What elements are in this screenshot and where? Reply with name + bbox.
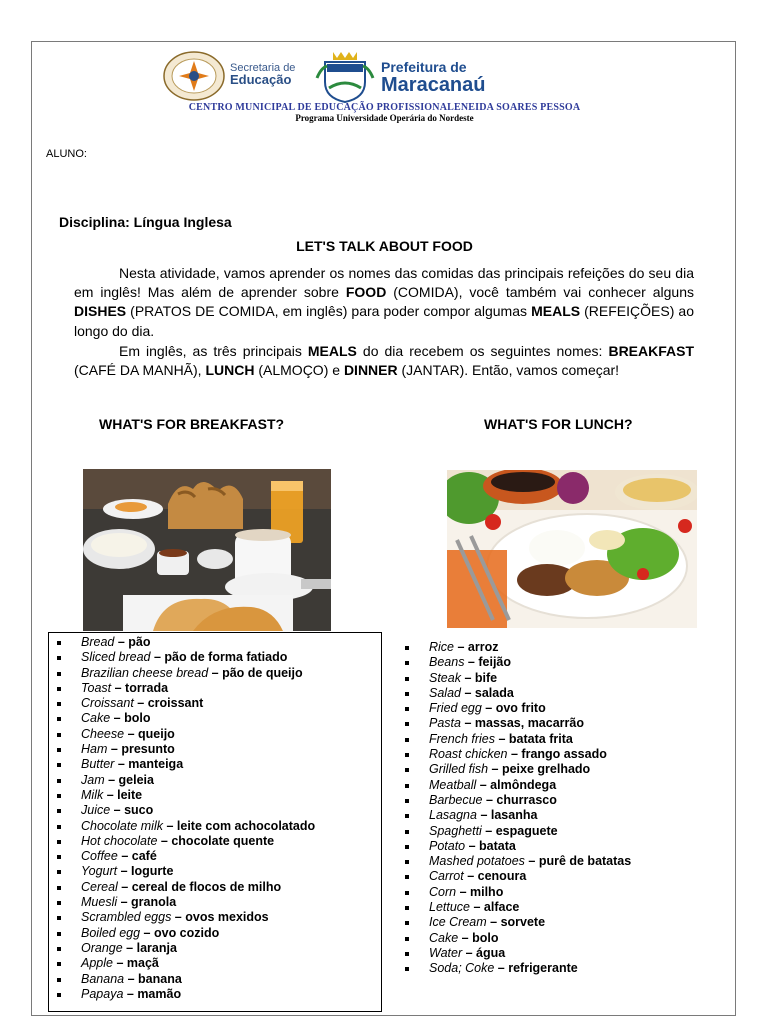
term-separator: –	[208, 665, 223, 680]
portuguese-translation: leite com achocolatado	[176, 818, 316, 833]
portuguese-translation: bife	[474, 670, 498, 685]
portuguese-translation: pão de queijo	[222, 665, 303, 680]
list-item-text	[81, 711, 150, 726]
text-run: Em inglês, as três principais	[119, 343, 308, 359]
list-item-text	[81, 666, 303, 681]
term-separator: –	[460, 685, 475, 700]
english-term: Ice Cream	[429, 915, 487, 930]
bullet-icon	[57, 779, 61, 783]
english-term: Croissant	[81, 696, 134, 711]
term-separator: –	[122, 940, 137, 955]
portuguese-translation: laranja	[136, 940, 177, 955]
bullet-icon	[405, 799, 409, 803]
portuguese-translation: geleia	[118, 772, 154, 787]
list-item-text	[429, 915, 545, 930]
portuguese-translation: batata	[479, 838, 516, 853]
bullet-icon	[57, 656, 61, 660]
portuguese-translation: lasanha	[490, 808, 538, 823]
header-logos	[163, 48, 543, 104]
breakfast-list-box	[48, 632, 382, 1012]
english-term: Butter	[81, 757, 115, 772]
term-separator: –	[507, 747, 522, 762]
list-item-text	[81, 987, 181, 1002]
term-separator: –	[124, 971, 139, 986]
term-separator: –	[458, 930, 473, 945]
english-term: Muesli	[81, 895, 118, 910]
text-run: MEALS	[531, 303, 581, 320]
english-term: Lettuce	[429, 900, 471, 915]
program-name: Programa Universidade Operária do Nordeste	[295, 113, 474, 123]
term-separator: –	[117, 879, 132, 894]
english-term: Fried egg	[429, 701, 482, 716]
list-item-text	[429, 701, 546, 716]
portuguese-translation: suco	[124, 803, 154, 818]
english-term: Sliced bread	[81, 650, 151, 665]
term-separator: –	[107, 742, 122, 757]
term-separator: –	[103, 787, 118, 802]
english-term: Yogurt	[81, 864, 118, 879]
bullet-icon	[57, 809, 61, 813]
list-item-text	[81, 880, 281, 895]
english-term: Banana	[81, 971, 125, 986]
english-term: French fries	[429, 731, 495, 746]
english-term: Carrot	[429, 869, 464, 884]
bullet-icon	[57, 947, 61, 951]
lunch-photo	[447, 470, 697, 628]
intro-paragraph-1	[74, 264, 694, 341]
bullet-icon	[57, 717, 61, 721]
bullet-icon	[57, 932, 61, 936]
list-item-text	[81, 727, 175, 742]
list-item-text	[429, 885, 503, 900]
bullet-icon	[57, 886, 61, 890]
english-term: Boiled egg	[81, 925, 141, 940]
term-separator: –	[112, 956, 127, 971]
discipline-label: Disciplina: Língua Inglesa	[59, 214, 232, 230]
portuguese-translation: leite	[117, 787, 143, 802]
list-item-text	[81, 941, 177, 956]
bullet-icon	[405, 921, 409, 925]
list-item-text	[81, 972, 182, 987]
term-separator: –	[524, 854, 539, 869]
portuguese-translation: massas, macarrão	[474, 716, 584, 731]
list-item-text	[81, 742, 175, 757]
bullet-icon	[57, 870, 61, 874]
lunch-heading: WHAT'S FOR LUNCH?	[484, 416, 633, 432]
portuguese-translation: purê de batatas	[538, 854, 632, 869]
english-term: Chocolate milk	[81, 818, 163, 833]
bullet-icon	[57, 825, 61, 829]
list-item-text	[81, 773, 154, 788]
english-term: Cheese	[81, 726, 125, 741]
english-term: Roast chicken	[429, 747, 508, 762]
bullet-icon	[405, 784, 409, 788]
bullet-icon	[405, 677, 409, 681]
secretaria-label	[230, 62, 295, 86]
english-term: Pasta	[429, 716, 461, 731]
english-term: Rice	[429, 640, 455, 654]
list-item-text	[429, 793, 557, 808]
list-item-text	[81, 819, 315, 834]
list-item-text	[81, 910, 269, 925]
breakfast-heading: WHAT'S FOR BREAKFAST?	[99, 416, 285, 432]
text-run: (CAFÉ DA MANHÃ),	[74, 362, 206, 379]
student-label: ALUNO:	[46, 148, 87, 160]
portuguese-translation: cenoura	[477, 869, 527, 884]
term-separator: –	[463, 869, 478, 884]
english-term: Lasagna	[429, 808, 477, 823]
list-item-text	[429, 808, 537, 823]
term-separator: –	[124, 726, 138, 741]
bullet-icon	[57, 748, 61, 752]
english-term: Bread	[81, 635, 115, 649]
institution-name: CENTRO MUNICIPAL DE EDUCAÇÃO PROFISSIONALENEIDA SOARES PESSOA	[188, 102, 581, 113]
prefeitura-label	[381, 60, 486, 95]
bullet-icon	[405, 845, 409, 849]
portuguese-translation: granola	[131, 895, 177, 910]
page-title: LET'S TALK ABOUT FOOD	[296, 238, 473, 254]
list-item-text	[429, 931, 498, 946]
bullet-icon	[405, 738, 409, 742]
prefeitura-line2: Maracanaú	[381, 74, 486, 96]
bullet-icon	[405, 707, 409, 711]
term-separator: –	[482, 792, 497, 807]
bullet-icon	[57, 687, 61, 691]
english-term: Mashed potatoes	[429, 854, 525, 869]
portuguese-translation: peixe grelhado	[501, 762, 591, 777]
list-item-text	[429, 900, 519, 915]
bullet-icon	[405, 830, 409, 834]
text-run: (PRATOS DE COMIDA, em inglês) para poder compor algumas	[126, 303, 532, 320]
breakfast-photo	[83, 469, 331, 631]
list-item-text	[429, 732, 573, 747]
worksheet-page	[31, 41, 736, 1016]
portuguese-translation: espaguete	[495, 823, 558, 838]
portuguese-translation: arroz	[467, 640, 499, 654]
list-item-text	[81, 635, 151, 650]
english-term: Beans	[429, 655, 465, 670]
term-separator: –	[110, 711, 125, 726]
bullet-icon	[405, 860, 409, 864]
term-separator: –	[494, 961, 509, 976]
portuguese-translation: presunto	[121, 742, 175, 757]
portuguese-translation: frango assado	[521, 747, 607, 762]
list-item-text	[81, 895, 176, 910]
bullet-icon	[57, 993, 61, 997]
portuguese-translation: refrigerante	[508, 961, 578, 976]
list-item-text	[429, 839, 516, 854]
term-separator: –	[476, 777, 491, 792]
english-term: Milk	[81, 787, 104, 802]
list-item-text	[81, 849, 157, 864]
term-separator: –	[486, 915, 501, 930]
list-item-text	[429, 686, 514, 701]
bullet-icon	[57, 840, 61, 844]
term-separator: –	[123, 986, 138, 1001]
english-term: Potato	[429, 838, 466, 853]
portuguese-translation: cereal de flocos de milho	[131, 879, 282, 894]
portuguese-translation: Iogurte	[131, 864, 174, 879]
intro-paragraph-2	[74, 342, 694, 380]
portuguese-translation: água	[476, 945, 506, 960]
text-run: FOOD	[345, 284, 387, 301]
portuguese-translation: alface	[483, 900, 520, 915]
list-item-text	[429, 854, 631, 869]
term-separator: –	[456, 884, 470, 899]
term-separator: –	[460, 670, 475, 685]
bullet-icon	[405, 875, 409, 879]
term-separator: –	[460, 716, 475, 731]
list-item-text	[81, 926, 219, 941]
city-coat-of-arms-logo	[315, 48, 375, 104]
secretaria-line1: Secretaria de	[230, 62, 296, 74]
portuguese-translation: bolo	[124, 711, 151, 726]
list-item-text	[429, 747, 607, 762]
term-separator: –	[104, 772, 119, 787]
bullet-icon	[57, 672, 61, 676]
english-term: Orange	[81, 940, 123, 955]
list-item-text	[81, 956, 159, 971]
term-separator: –	[171, 910, 186, 925]
term-separator: –	[454, 640, 468, 654]
bullet-icon	[57, 794, 61, 798]
list-item-text	[429, 762, 590, 777]
bullet-icon	[57, 978, 61, 982]
bullet-icon	[57, 641, 61, 645]
term-separator: –	[476, 808, 491, 823]
english-term: Grilled fish	[429, 762, 489, 777]
list-item-text	[429, 655, 511, 670]
portuguese-translation: ovo cozido	[153, 925, 220, 940]
list-item-text	[81, 834, 274, 849]
term-separator: –	[162, 818, 177, 833]
term-separator: –	[110, 803, 125, 818]
english-term: Jam	[81, 772, 105, 787]
english-term: Ham	[81, 742, 108, 757]
term-separator: –	[157, 833, 172, 848]
english-term: Soda; Coke	[429, 961, 495, 976]
text-run: (ALMOÇO) e	[254, 362, 344, 379]
term-separator: –	[114, 757, 129, 772]
list-item-text	[81, 803, 153, 818]
english-term: Papaya	[81, 986, 124, 1001]
english-term: Meatball	[429, 777, 477, 792]
portuguese-translation: café	[131, 849, 157, 864]
term-separator: –	[150, 650, 165, 665]
prefeitura-line1: Prefeitura de	[381, 59, 467, 75]
list-item-text	[429, 869, 526, 884]
term-separator: –	[470, 900, 484, 915]
english-term: Spaghetti	[429, 823, 482, 838]
term-separator: –	[140, 925, 154, 940]
term-separator: –	[481, 701, 496, 716]
list-item-text	[429, 671, 497, 686]
bullet-icon	[57, 763, 61, 767]
bullet-icon	[405, 891, 409, 895]
bullet-icon	[405, 768, 409, 772]
english-term: Corn	[429, 884, 457, 899]
bullet-icon	[405, 753, 409, 757]
english-term: Steak	[429, 670, 461, 685]
portuguese-translation: queijo	[138, 726, 175, 741]
list-item-text	[81, 696, 203, 711]
portuguese-translation: pão	[128, 635, 151, 649]
english-term: Juice	[81, 803, 111, 818]
english-term: Water	[429, 945, 463, 960]
list-item-text	[429, 946, 505, 961]
portuguese-translation: churrasco	[496, 792, 557, 807]
portuguese-translation: milho	[470, 884, 504, 899]
term-separator: –	[495, 731, 509, 746]
portuguese-translation: feijão	[478, 655, 512, 670]
bullet-icon	[405, 692, 409, 696]
list-item-text	[81, 650, 287, 665]
text-run: (REFEIÇÕES) ao longo do dia.	[74, 303, 694, 339]
text-run: (COMIDA), você também vai conhecer alguns	[386, 284, 694, 301]
english-term: Brazilian cheese bread	[81, 665, 209, 680]
text-run: MEALS	[307, 343, 357, 359]
term-separator: –	[117, 895, 132, 910]
term-separator: –	[481, 823, 496, 838]
bullet-icon	[57, 733, 61, 737]
list-item-text	[429, 824, 558, 839]
text-run: Nesta atividade, vamos aprender os nomes das comidas das principais refeições do seu dia em inglês! Mas além de aprender sobre	[74, 265, 694, 301]
term-separator: –	[114, 635, 129, 649]
portuguese-translation: banana	[138, 971, 182, 986]
list-item-text	[81, 757, 183, 772]
bullet-icon	[405, 952, 409, 956]
bullet-icon	[57, 702, 61, 706]
list-item-text	[429, 778, 556, 793]
bullet-icon	[57, 855, 61, 859]
portuguese-translation: almôndega	[490, 777, 557, 792]
bullet-icon	[57, 962, 61, 966]
text-run: DINNER	[343, 362, 398, 379]
bullet-icon	[57, 916, 61, 920]
bullet-icon	[405, 906, 409, 910]
term-separator: –	[488, 762, 502, 777]
term-separator: –	[117, 849, 132, 864]
english-term: Toast	[81, 680, 112, 695]
list-item-text	[429, 640, 499, 655]
portuguese-translation: ovo frito	[495, 701, 546, 716]
bullet-icon	[405, 937, 409, 941]
bullet-icon	[405, 967, 409, 971]
portuguese-translation: torrada	[125, 680, 169, 695]
english-term: Scrambled eggs	[81, 910, 172, 925]
text-run: do dia recebem os seguintes nomes:	[356, 343, 609, 359]
english-term: Salad	[429, 685, 461, 700]
portuguese-translation: manteiga	[128, 757, 184, 772]
english-term: Cake	[81, 711, 111, 726]
english-term: Barbecue	[429, 792, 483, 807]
term-separator: –	[133, 696, 148, 711]
list-item-text	[429, 961, 578, 976]
portuguese-translation: sorvete	[500, 915, 546, 930]
portuguese-translation: chocolate quente	[171, 833, 275, 848]
portuguese-translation: salada	[474, 685, 514, 700]
portuguese-translation: maçã	[126, 956, 159, 971]
term-separator: –	[465, 838, 480, 853]
text-run: DISHES	[74, 303, 127, 320]
text-run: (JANTAR). Então, vamos começar!	[397, 362, 620, 379]
portuguese-translation: pão de forma fatiado	[164, 650, 288, 665]
english-term: Coffee	[81, 849, 118, 864]
secretaria-line2: Educação	[230, 72, 292, 87]
education-seal-logo	[163, 51, 225, 101]
bullet-icon	[405, 814, 409, 818]
term-separator: –	[464, 655, 479, 670]
portuguese-translation: batata frita	[508, 731, 573, 746]
list-item-text	[429, 716, 584, 731]
text-run: BREAKFAST	[608, 343, 695, 359]
portuguese-translation: ovos mexidos	[185, 910, 269, 925]
term-separator: –	[117, 864, 132, 879]
text-run: LUNCH	[205, 362, 255, 379]
english-term: Apple	[81, 956, 113, 971]
portuguese-translation: croissant	[147, 696, 204, 711]
term-separator: –	[111, 680, 126, 695]
bullet-icon	[405, 661, 409, 665]
list-item-text	[81, 788, 142, 803]
portuguese-translation: mamão	[137, 986, 182, 1001]
list-item-text	[81, 864, 173, 879]
english-term: Hot chocolate	[81, 833, 158, 848]
english-term: Cake	[429, 930, 459, 945]
list-item-text	[81, 681, 168, 696]
bullet-icon	[405, 722, 409, 726]
bullet-icon	[57, 901, 61, 905]
portuguese-translation: bolo	[472, 930, 499, 945]
term-separator: –	[462, 945, 477, 960]
english-term: Cereal	[81, 879, 118, 894]
bullet-icon	[405, 646, 409, 650]
